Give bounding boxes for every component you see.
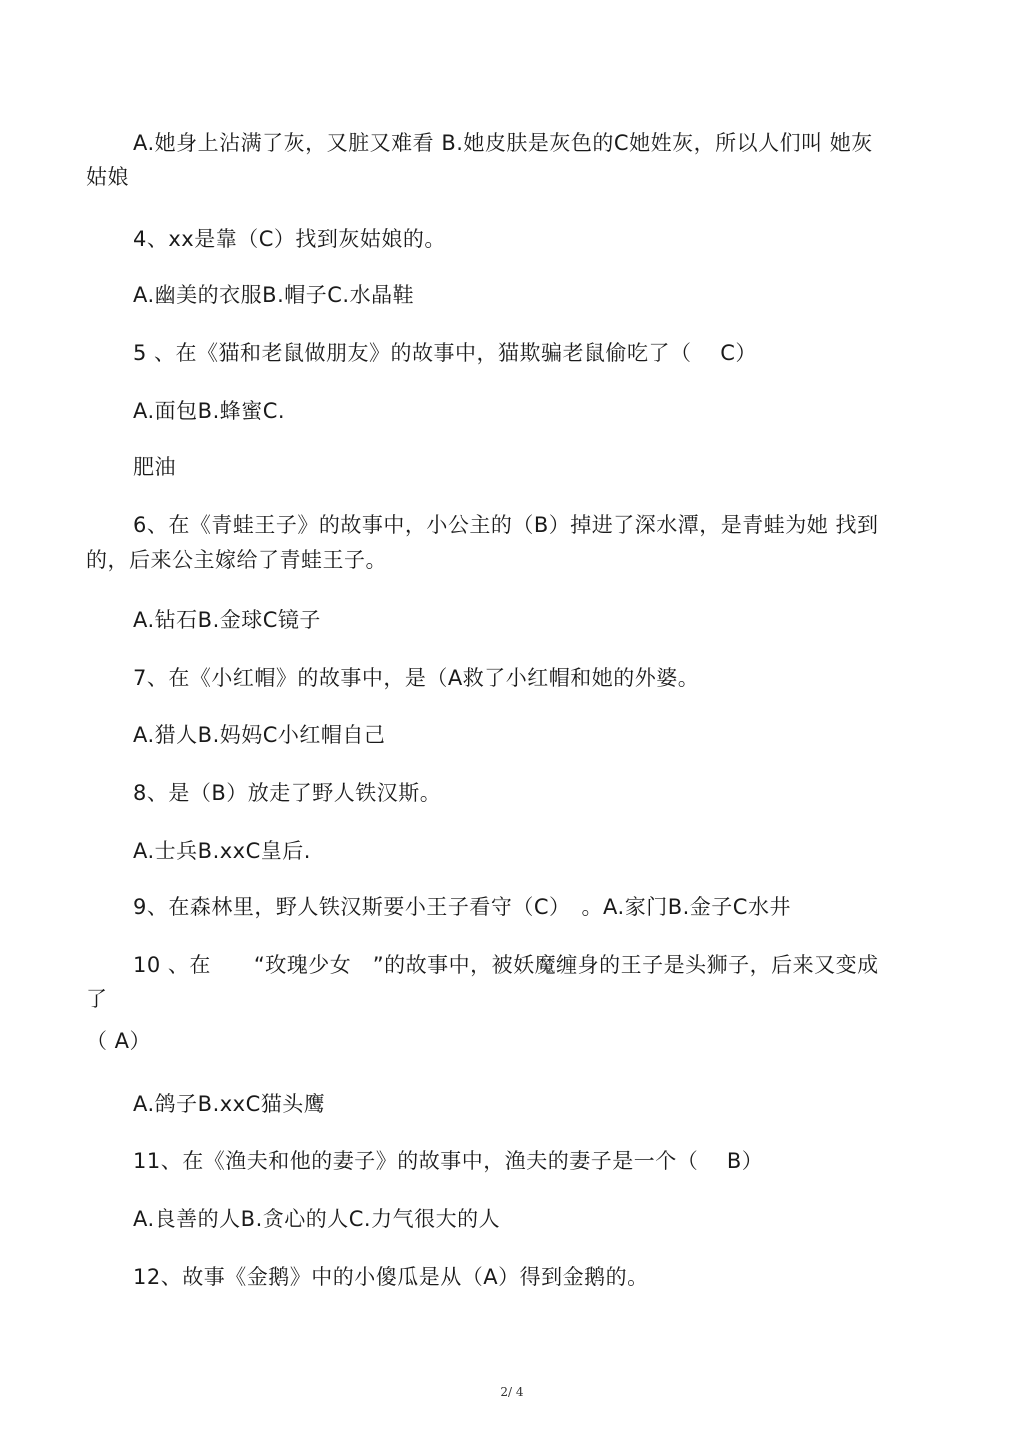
question-5: 5 、在《猫和老鼠做朋友》的故事中，猫欺骗老鼠偷吃了（ C）: [133, 341, 757, 365]
question-9: 9、在森林里，野人铁汉斯要小王子看守（C） 。A.家门B.金子C水井: [133, 895, 791, 919]
options-7: A.猎人B.妈妈C小红帽自己: [133, 723, 386, 747]
options-10: A.鸽子B.xxC猫头鹰: [133, 1092, 326, 1116]
question-7: 7、在《小红帽》的故事中，是（A救了小红帽和她的外婆。: [133, 666, 700, 690]
option-line-q3: A.她身上沾满了灰，又脏又难看 B.她皮肤是灰色的C她姓灰，所以人们叫 她灰: [133, 131, 873, 155]
question-6: 6、在《青蛙王子》的故事中，小公主的（B）掉进了深水潭，是青蛙为她 找到: [133, 513, 879, 537]
options-5: A.面包B.蜂蜜C.: [133, 399, 286, 423]
page-number: 2/ 4: [500, 1385, 524, 1399]
question-11: 11、在《渔夫和他的妻子》的故事中，渔夫的妻子是一个（ B）: [133, 1149, 764, 1173]
question-12: 12、故事《金鹅》中的小傻瓜是从（A）得到金鹅的。: [133, 1265, 649, 1289]
option-line-q3-continued: 姑娘: [86, 165, 129, 189]
options-4: A.幽美的衣服B.帽子C.水晶鞋: [133, 283, 415, 307]
options-6: A.钻石B.金球C镜子: [133, 608, 321, 632]
question-4: 4、xx是靠（C）找到灰姑娘的。: [133, 227, 446, 251]
options-11: A.良善的人B.贪心的人C.力气很大的人: [133, 1207, 501, 1231]
options-5-continued: 肥油: [133, 455, 176, 479]
question-10: 10 、在 “玫瑰少女 ”的故事中，被妖魔缠身的王子是头狮子，后来又变成: [133, 953, 879, 977]
options-8: A.士兵B.xxC皇后.: [133, 839, 311, 863]
question-10-continued: 了: [86, 987, 108, 1011]
question-6-continued: 的，后来公主嫁给了青蛙王子。: [86, 548, 387, 572]
answer-10: （ A）: [86, 1029, 152, 1053]
question-8: 8、是（B）放走了野人铁汉斯。: [133, 781, 442, 805]
